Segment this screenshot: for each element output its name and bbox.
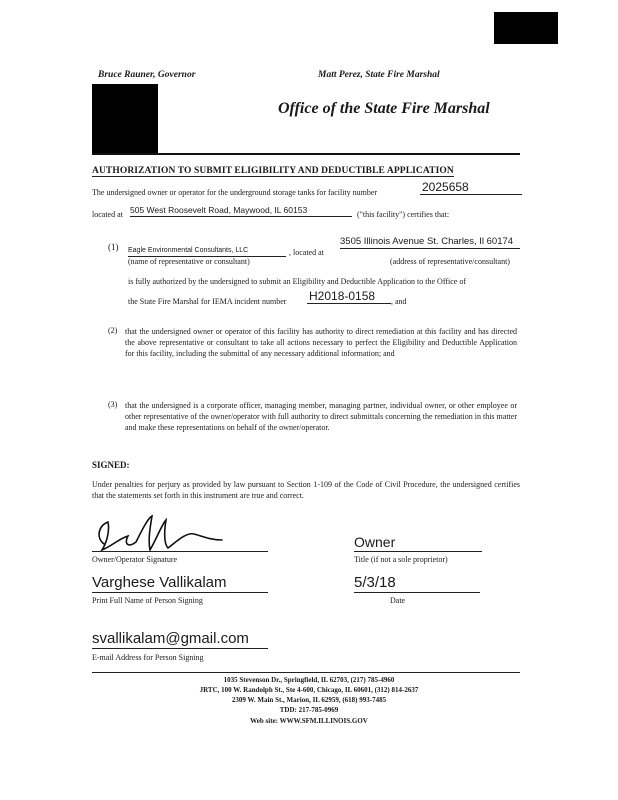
item2-number: (2) [108, 326, 118, 335]
perjury-statement: Under penalties for perjury as provided by law pursuant to Section 1-109 of the Code of Civil Procedure, the undersigned certifies that the statements set forth in this instrument are true and correct. [92, 480, 520, 500]
email-caption: E-mail Address for Person Signing [92, 653, 204, 662]
located-at-label: located at [92, 210, 123, 219]
governor-name: Bruce Rauner, Governor [98, 70, 196, 80]
incident-number: H2018-0158 [307, 289, 391, 304]
date-value: 5/3/18 [354, 574, 480, 593]
title-caption: Title (if not a sole proprietor) [354, 555, 448, 564]
signature-caption: Owner/Operator Signature [92, 555, 178, 564]
title-value: Owner [354, 534, 482, 552]
item2-text: that the undersigned owner or operator of this facility has authority to direct remediation at this facility and has directed the above representative or consultant to take all actions necessary to perfect the Eligibility and Deductible Application for this facility, including the submittal of any necessary additional information; and [125, 327, 517, 358]
footer-divider [92, 672, 520, 673]
item1-line3: the State Fire Marshal for IEMA incident number [128, 297, 287, 306]
consultant-address: 3505 Illinois Avenue St. Charles, Il 60174 [340, 236, 520, 249]
footer-address-marion: 2309 W. Main St., Marion, IL 62959, (618) 993-7485 [231, 696, 387, 704]
footer-tdd: TDD: 217-785-0969 [279, 706, 339, 714]
this-facility-text: ("this facility") certifies that: [357, 210, 450, 219]
redaction-top-right [494, 12, 558, 44]
item1-and: , and [391, 297, 407, 306]
item3-number: (3) [108, 400, 118, 409]
footer-address-springfield: 1035 Stevenson Dr., Springfield, IL 62703, (217) 785-4960 [223, 676, 395, 684]
fire-marshal-name: Matt Perez, State Fire Marshal [318, 70, 440, 80]
printed-name: Varghese Vallikalam [92, 574, 268, 593]
footer-website: Web site: WWW.SFM.ILLINOIS.GOV [250, 717, 368, 725]
item1-number: (1) [108, 242, 119, 252]
office-title: Office of the State Fire Marshal [278, 100, 490, 117]
intro-text: The undersigned owner or operator for the underground storage tanks for facility number [92, 188, 378, 197]
signed-label: SIGNED: [92, 460, 130, 470]
signature-line [92, 551, 268, 552]
printed-name-caption: Print Full Name of Person Signing [92, 596, 203, 605]
date-caption: Date [390, 596, 406, 605]
header-divider [92, 153, 520, 155]
redaction-seal [92, 84, 158, 154]
item3-text: that the undersigned is a corporate officer, managing member, managing partner, individual owner, or other employee or other representative of the owner/operator with full authority to direct submittals concerning the remediation in this matter and make these representations on behalf of the owner/operator. [125, 401, 517, 432]
consultant-name: Eagle Environmental Consultants, LLC [128, 246, 286, 257]
item1-line2: is fully authorized by the undersigned to submit an Eligibility and Deductible Application to the Office of [128, 277, 467, 286]
consultant-address-caption: (address of representative/consultant) [390, 257, 510, 266]
located-at-label-2: , located at [289, 248, 324, 257]
document-heading: AUTHORIZATION TO SUBMIT ELIGIBILITY AND DEDUCTIBLE APPLICATION [92, 166, 454, 176]
footer-address-chicago: JRTC, 100 W. Randolph St., Ste 4-600, Chicago, IL 60601, (312) 814-2637 [199, 686, 419, 694]
facility-address: 505 West Roosevelt Road, Maywood, IL 60153 [130, 204, 352, 217]
consultant-name-caption: (name of representative or consultant) [128, 257, 250, 266]
email-value: svallikalam@gmail.com [92, 630, 268, 649]
facility-number: 2025658 [420, 180, 522, 195]
handwritten-signature [90, 510, 260, 556]
